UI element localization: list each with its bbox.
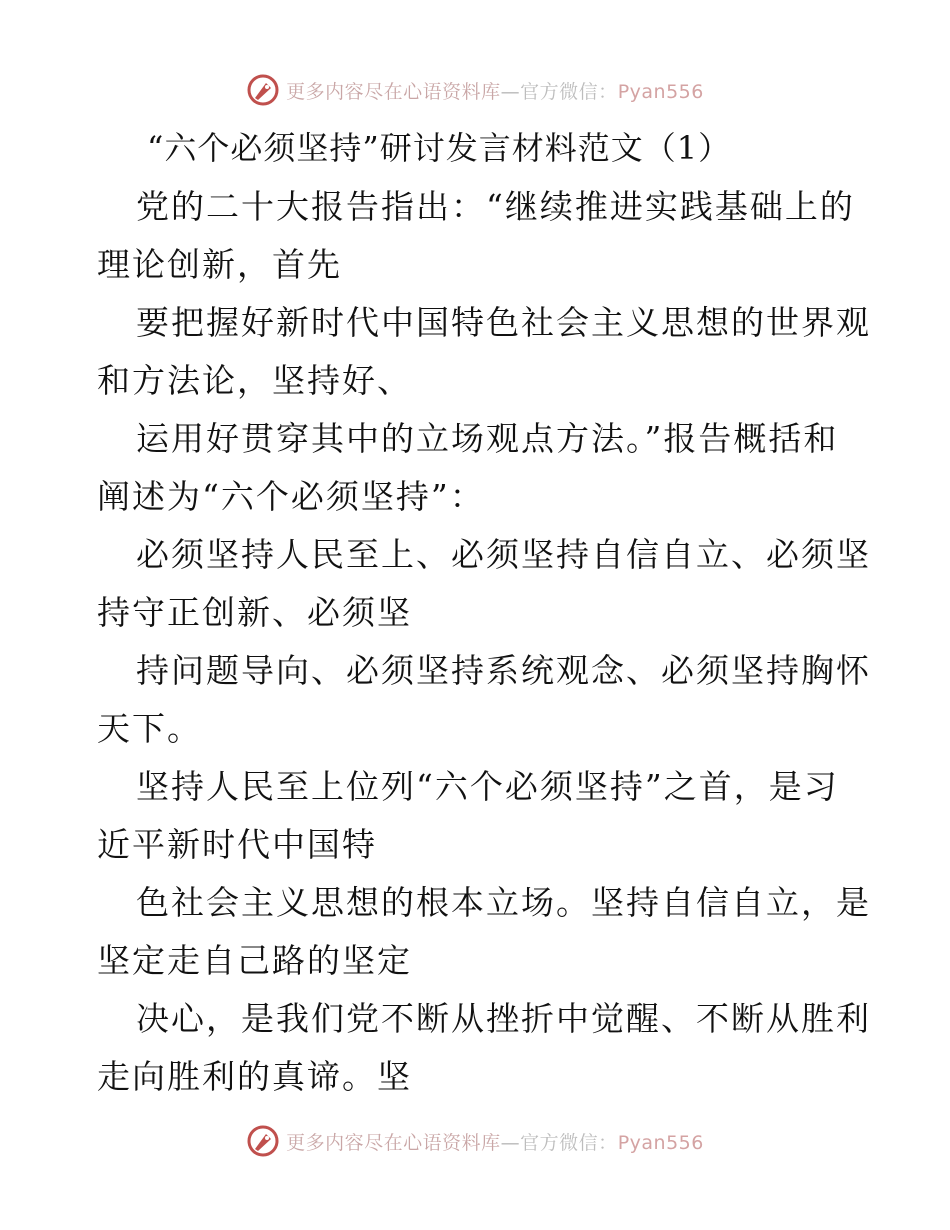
header-banner	[0, 70, 950, 110]
paragraph-line: 必须坚持人民至上、必须坚持自信自立、必须坚	[136, 535, 871, 574]
paragraph-7	[97, 874, 871, 990]
paragraph-line: 和方法论，坚持好、	[97, 361, 412, 400]
footer-banner-wechat-label: 官方微信：	[520, 1131, 618, 1154]
paragraph-line: 天下。	[97, 709, 202, 748]
document-body	[97, 118, 871, 1106]
paragraph-line: 走向胜利的真谛。坚	[97, 1057, 412, 1096]
paragraph-3	[97, 410, 857, 526]
paragraph-line: 色社会主义思想的根本立场。坚持自信自立，是	[136, 883, 871, 922]
paragraph-line: 理论创新，首先	[97, 245, 342, 284]
pen-nib-logo-icon	[246, 1124, 280, 1158]
paragraph-line: 决心，是我们党不断从挫折中觉醒、不断从胜利	[136, 999, 871, 1038]
header-banner-wechat-label: 官方微信：	[520, 80, 618, 103]
paragraph-line: 近平新时代中国特	[97, 825, 377, 864]
paragraph-8	[97, 990, 871, 1106]
pen-nib-logo-icon	[246, 73, 280, 107]
paragraph-line: 要把握好新时代中国特色社会主义思想的世界观	[136, 303, 871, 342]
footer-banner-wechat-id: Pyan556	[617, 1131, 704, 1154]
header-banner-separator: —	[500, 80, 521, 103]
footer-banner-text	[286, 1128, 704, 1155]
paragraph-line: 党的二十大报告指出：“继续推进实践基础上的	[136, 187, 855, 226]
header-banner-text	[286, 77, 704, 104]
paragraph-line: 坚定走自己路的坚定	[97, 941, 412, 980]
footer-banner-main: 更多内容尽在心语资料库	[286, 1131, 501, 1154]
footer-banner	[0, 1121, 950, 1161]
paragraph-line: 运用好贯穿其中的立场观点方法。”报告概括和	[136, 419, 839, 458]
footer-banner-separator: —	[500, 1131, 521, 1154]
paragraph-5	[97, 642, 871, 758]
paragraph-2	[97, 294, 871, 410]
paragraph-line: 持守正创新、必须坚	[97, 593, 412, 632]
header-banner-wechat-id: Pyan556	[617, 80, 704, 103]
paragraph-line: 坚持人民至上位列“六个必须坚持”之首，是习	[136, 767, 839, 806]
paragraph-6	[97, 758, 857, 874]
paragraph-line: 阐述为“六个必须坚持”：	[97, 477, 485, 516]
paragraph-line: 持问题导向、必须坚持系统观念、必须坚持胸怀	[136, 651, 871, 690]
paragraph-1	[97, 178, 857, 294]
header-banner-main: 更多内容尽在心语资料库	[286, 80, 501, 103]
paragraph-4	[97, 526, 871, 642]
document-title: “六个必须坚持”研讨发言材料范文（1）	[147, 129, 732, 167]
